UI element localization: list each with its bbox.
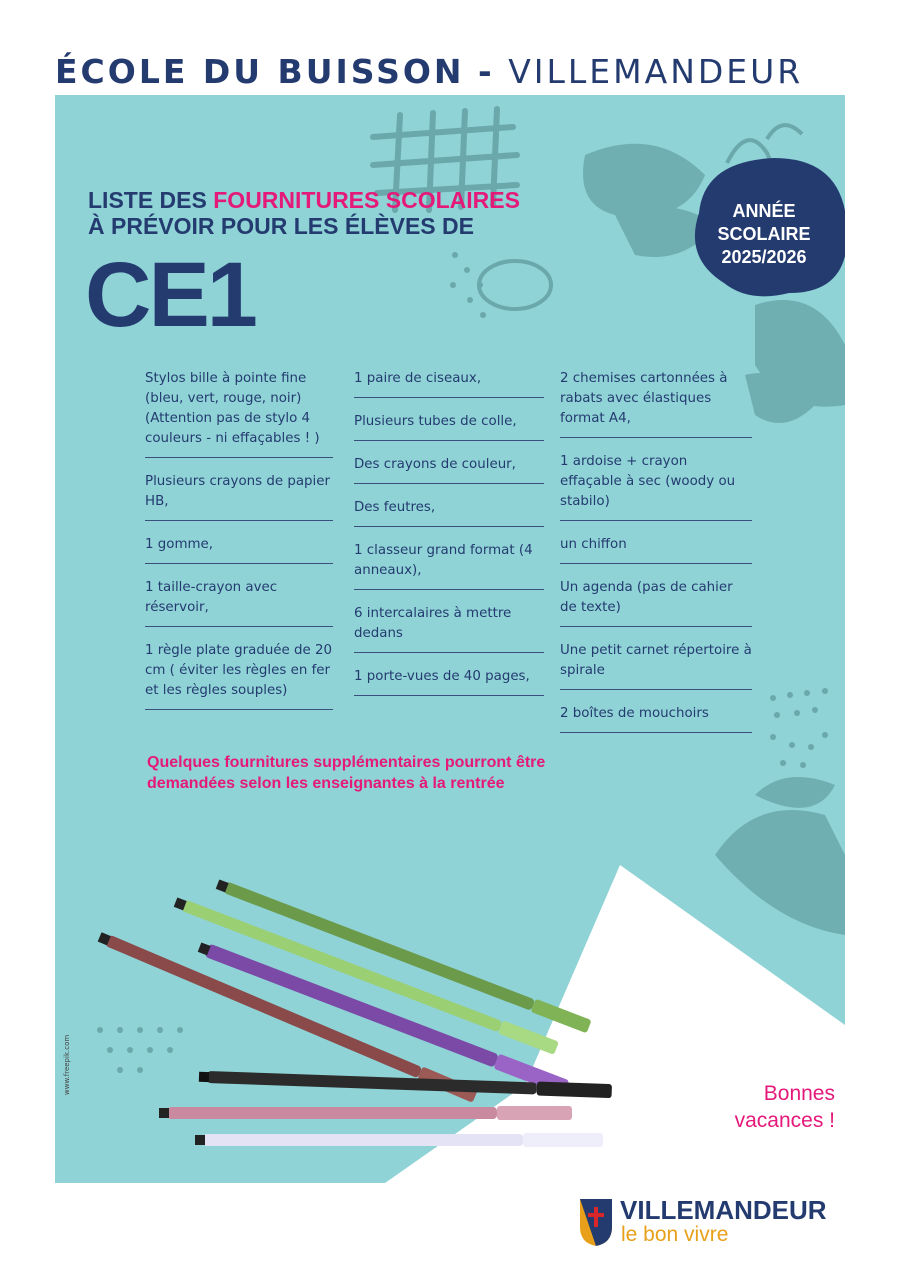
- list-item: 1 gomme,: [145, 533, 333, 564]
- list-item: Une petit carnet répertoire à spirale: [560, 639, 752, 690]
- list-item: 1 ardoise + crayon effaçable à sec (woody ou stabilo): [560, 450, 752, 521]
- list-item: 1 porte-vues de 40 pages,: [354, 665, 544, 696]
- additional-supplies-note: Quelques fournitures supplémentaires pourront être demandées selon les enseignantes à la rentrée: [147, 754, 546, 792]
- list-item: 1 paire de ciseaux,: [354, 367, 544, 398]
- poster-panel: [55, 95, 845, 1183]
- list-item: un chiffon: [560, 533, 752, 564]
- farewell-message: [695, 1080, 835, 1134]
- farewell-line-1: Bonnes: [763, 1082, 835, 1105]
- image-credit: www.freepik.com: [63, 1034, 71, 1095]
- heading-line-2: À PRÉVOIR POUR LES ÉLÈVES DE: [88, 213, 474, 239]
- list-item: 1 règle plate graduée de 20 cm ( éviter les règles en fer et les règles souples): [145, 639, 333, 710]
- page-header: [55, 52, 855, 92]
- list-item: 1 classeur grand format (4 anneaux),: [354, 539, 544, 590]
- heading-prefix: LISTE DES: [88, 187, 214, 213]
- school-name: ÉCOLE DU BUISSON: [55, 52, 465, 91]
- farewell-line-2: vacances !: [734, 1109, 835, 1132]
- logo-name: VILLEMANDEUR: [620, 1195, 827, 1225]
- list-item: 2 boîtes de mouchoirs: [560, 702, 752, 733]
- list-item: 1 taille-crayon avec réservoir,: [145, 576, 333, 627]
- year-line-1: ANNÉE: [732, 201, 796, 221]
- heading-highlight: FOURNITURES SCOLAIRES: [213, 187, 520, 213]
- town-name: VILLEMANDEUR: [508, 52, 804, 91]
- year-line-2: SCOLAIRE: [717, 224, 811, 244]
- list-item: Plusieurs tubes de colle,: [354, 410, 544, 441]
- logo-slogan: le bon vivre: [621, 1223, 729, 1246]
- list-item: Plusieurs crayons de papier HB,: [145, 470, 333, 521]
- list-item: Un agenda (pas de cahier de texte): [560, 576, 752, 627]
- list-item: Des crayons de couleur,: [354, 453, 544, 484]
- list-item: 6 intercalaires à mettre dedans: [354, 602, 544, 653]
- shield-icon: [578, 1197, 614, 1247]
- list-item: Stylos bille à pointe fine (bleu, vert, rouge, noir) (Attention pas de stylo 4 couleurs - ni effaçables ! ): [145, 367, 333, 458]
- town-logo: [578, 1195, 848, 1250]
- felt-pens-illustration: [55, 95, 845, 1183]
- class-name: CE1: [85, 244, 255, 346]
- list-item: Des feutres,: [354, 496, 544, 527]
- header-separator: -: [478, 52, 495, 91]
- year-line-3: 2025/2026: [721, 247, 807, 267]
- list-item: 2 chemises cartonnées à rabats avec élastiques format A4,: [560, 367, 752, 438]
